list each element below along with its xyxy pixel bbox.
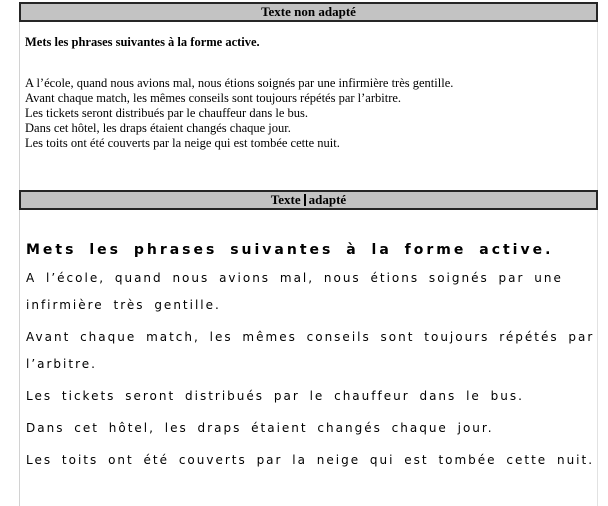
section-body-non-adapte [19, 22, 598, 190]
adapted-text-line: Les tickets seront distribués par le chauffeur dans le bus. [26, 389, 524, 403]
worksheet-document [19, 2, 598, 506]
section-header-non-adapte-label: Texte non adapté [261, 4, 356, 19]
section-body-adapte [19, 210, 598, 506]
sentence: Dans cet hôtel, les draps étaient changés chaque jour. [25, 121, 291, 135]
section-header-adapte[interactable] [19, 190, 598, 210]
sentence: Les toits ont été couverts par la neige qui est tombée cette nuit. [25, 136, 340, 150]
section-header-adapte-label-right: adapté [308, 192, 347, 207]
exercise-instruction-adapted: Mets les phrases suivantes à la forme active. [26, 242, 554, 258]
section-header-non-adapte [19, 2, 598, 22]
adapted-text-line: infirmière très gentille. [26, 298, 221, 312]
sentence: A l’école, quand nous avions mal, nous étions soignés par une infirmière très gentille. [25, 76, 454, 90]
section-header-adapte-label-left: Texte [270, 192, 301, 207]
text-cursor-icon [304, 194, 306, 206]
exercise-instruction: Mets les phrases suivantes à la forme active. [25, 35, 260, 49]
section-texte-non-adapte [19, 2, 598, 190]
sentence-list [25, 76, 597, 151]
adapted-text-line: A l’école, quand nous avions mal, nous étions soignés par une [26, 271, 563, 285]
adapted-text-line: Dans cet hôtel, les draps étaient changés chaque jour. [26, 421, 494, 435]
adapted-text-line: l’arbitre. [26, 357, 97, 371]
sentence: Avant chaque match, les mêmes conseils sont toujours répétés par l’arbitre. [25, 91, 402, 105]
adapted-text-line: Avant chaque match, les mêmes conseils sont toujours répétés par [26, 330, 595, 344]
sentence: Les tickets seront distribués par le chauffeur dans le bus. [25, 106, 309, 120]
section-texte-adapte [19, 190, 598, 506]
adapted-text-line: Les toits ont été couverts par la neige qui est tombée cette nuit. [26, 453, 595, 467]
